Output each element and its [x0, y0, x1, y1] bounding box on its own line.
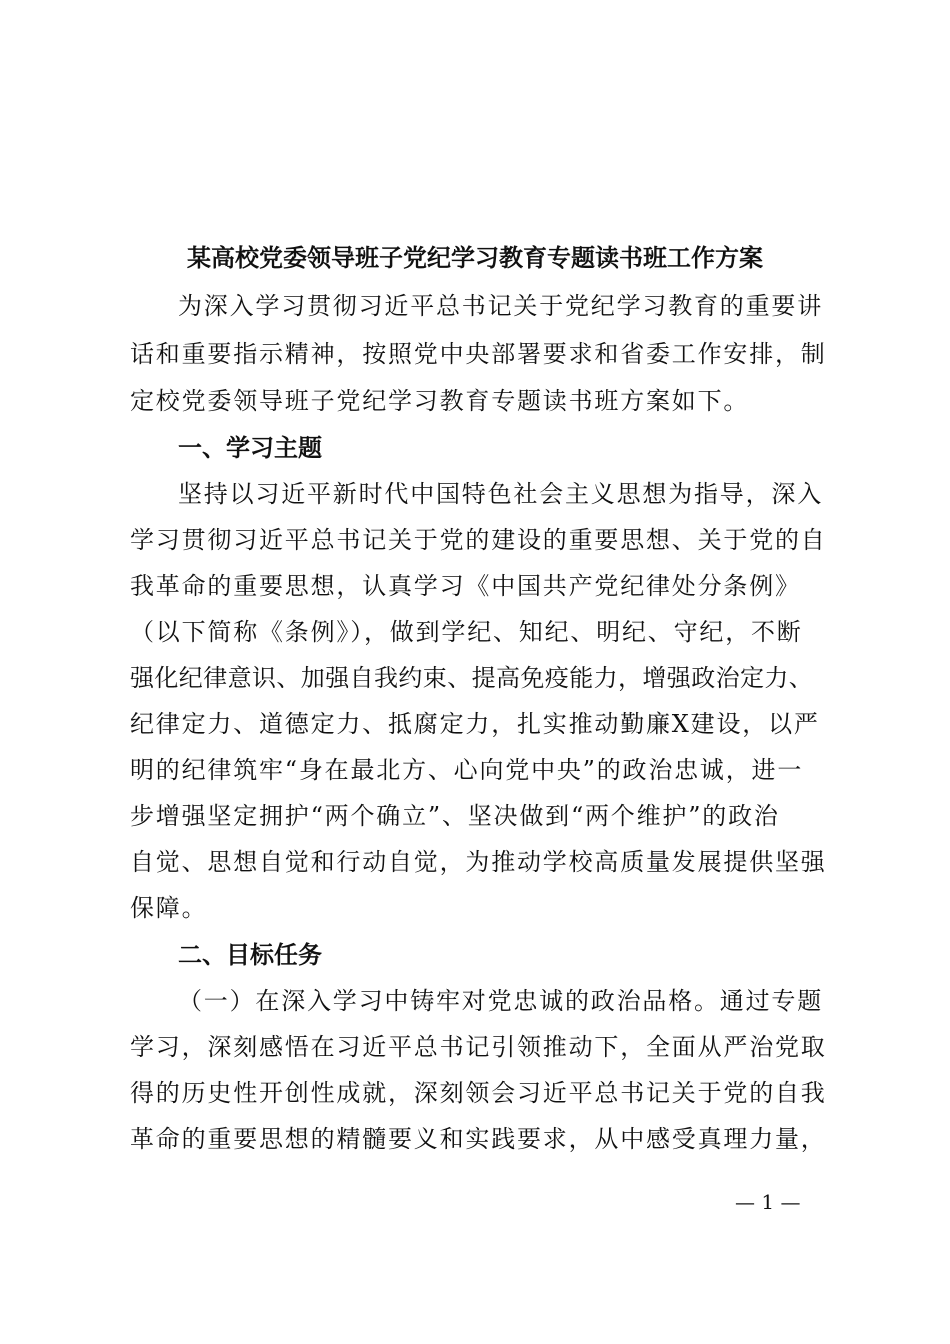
paragraph-line: 纪律定力、道德定力、抵腐定力，扎实推动勤廉X建设，以严	[130, 710, 820, 738]
paragraph-line: 我革命的重要思想，认真学习《中国共产党纪律处分条例》	[130, 572, 801, 600]
paragraph-line: 自觉、思想自觉和行动自觉，为推动学校高质量发展提供坚强	[130, 848, 827, 876]
document-title: 某高校党委领导班子党纪学习教育专题读书班工作方案	[187, 243, 763, 272]
intro-line: 为深入学习贯彻习近平总书记关于党纪学习教育的重要讲	[178, 292, 823, 320]
paragraph-line: 强化纪律意识、加强自我约束、提高免疫能力，增强政治定力、	[130, 664, 814, 692]
paragraph-line: 保障。	[130, 894, 208, 922]
section-heading-study-theme: 一、学习主题	[178, 434, 322, 462]
paragraph-line: 学习贯彻习近平总书记关于党的建设的重要思想、关于党的自	[130, 526, 827, 554]
intro-line: 话和重要指示精神，按照党中央部署要求和省委工作安排，制	[130, 340, 827, 368]
paragraph-line: 革命的重要思想的精髓要义和实践要求，从中感受真理力量，	[130, 1125, 827, 1153]
paragraph-line: 坚持以习近平新时代中国特色社会主义思想为指导，深入	[178, 480, 823, 508]
paragraph-line: 学习，深刻感悟在习近平总书记引领推动下，全面从严治党取	[130, 1033, 827, 1061]
section-heading-goals-tasks: 二、目标任务	[178, 941, 322, 969]
paragraph-line: 得的历史性开创性成就，深刻领会习近平总书记关于党的自我	[130, 1079, 827, 1107]
paragraph-line: （以下简称《条例》），做到学纪、知纪、明纪、守纪，不断	[130, 618, 803, 646]
paragraph-line: 明的纪律筑牢“身在最北方、心向党中央”的政治忠诚，进一	[130, 756, 804, 784]
paragraph-line: 步增强坚定拥护“两个确立”、坚决做到“两个维护”的政治	[130, 802, 780, 830]
page-number: — 1 —	[735, 1190, 801, 1214]
intro-line: 定校党委领导班子党纪学习教育专题读书班方案如下。	[130, 387, 750, 415]
paragraph-line: （一）在深入学习中铸牢对党忠诚的政治品格。通过专题	[178, 987, 823, 1015]
